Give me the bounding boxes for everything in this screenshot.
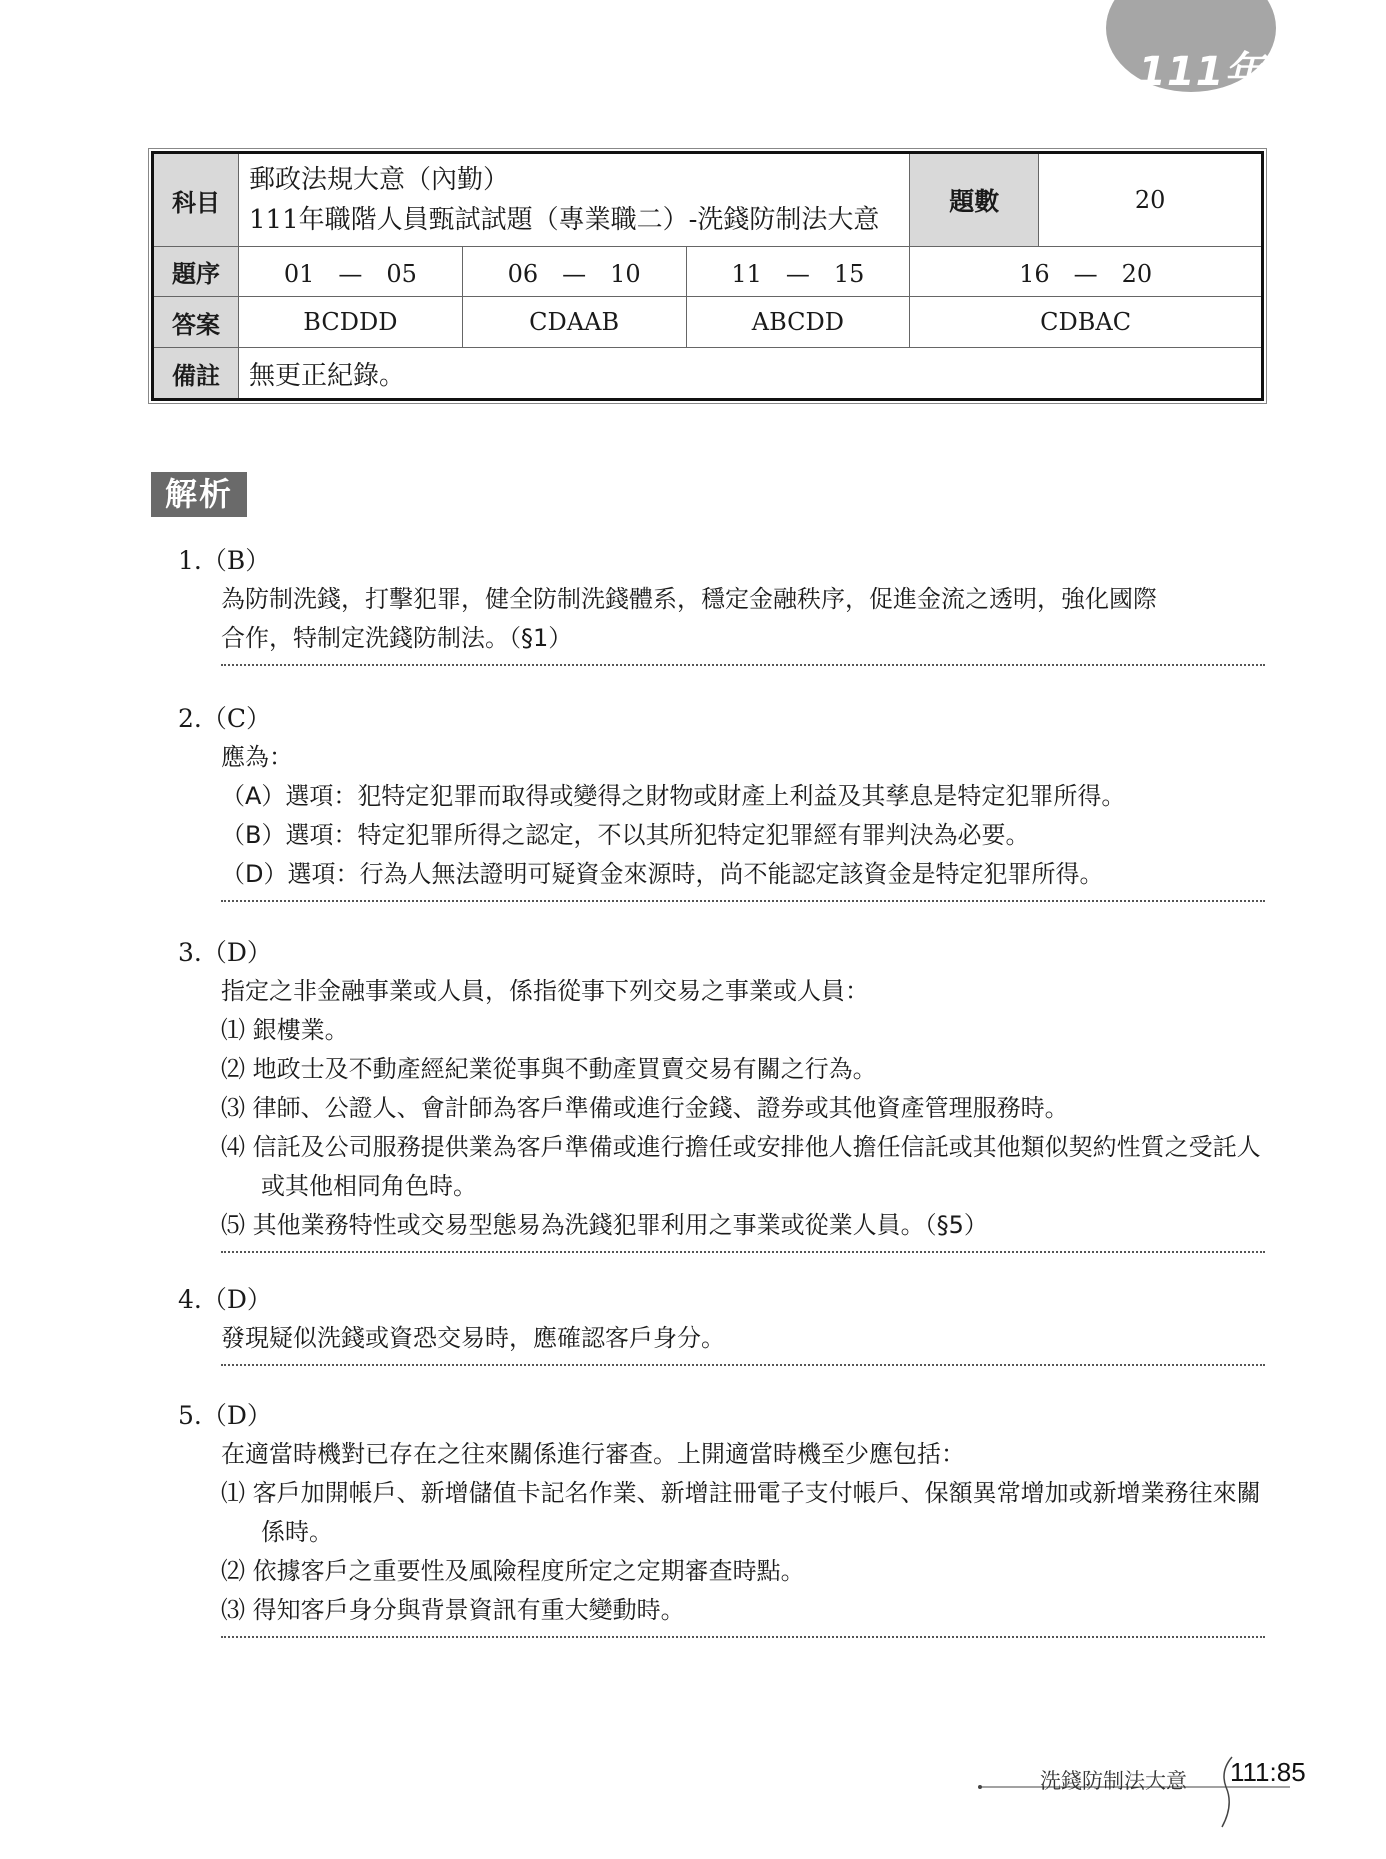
answer-header: 答案 bbox=[153, 297, 239, 348]
explanation-line: ⑵ 依據客戶之重要性及風險程度所定之定期審查時點。 bbox=[221, 1557, 805, 1585]
subject-cell bbox=[239, 153, 910, 247]
question-number: 4.（D） bbox=[178, 1285, 272, 1314]
question-block-4 bbox=[178, 1281, 1268, 1366]
question-explanation bbox=[221, 738, 1268, 894]
explanation-line: 指定之非金融事業或人員，係指從事下列交易之事業或人員： bbox=[221, 977, 869, 1005]
sequence-cell: 06 — 10 bbox=[462, 247, 686, 297]
answer-cell: CDAAB bbox=[462, 297, 686, 348]
note-row bbox=[153, 348, 1263, 400]
question-block-3 bbox=[178, 934, 1268, 1253]
explanation-line: （A）選項：犯特定犯罪而取得或變得之財物或財產上利益及其孳息是特定犯罪所得。 bbox=[221, 782, 1126, 810]
explanation-line: ⑵ 地政士及不動產經紀業從事與不動產買賣交易有關之行為。 bbox=[221, 1055, 877, 1083]
explanation-line: （D）選項：行為人無法證明可疑資金來源時，尚不能認定該資金是特定犯罪所得。 bbox=[221, 860, 1104, 888]
question-explanation bbox=[221, 972, 1268, 1245]
sequence-cell: 01 — 05 bbox=[239, 247, 463, 297]
subject-line-1: 郵政法規大意（內勤） bbox=[249, 165, 510, 195]
explanation-line: ⑶ 得知客戶身分與背景資訊有重大變動時。 bbox=[221, 1596, 685, 1624]
question-number: 3.（D） bbox=[178, 938, 272, 967]
explanation-line: ⑷ 信託及公司服務提供業為客戶準備或進行擔任或安排他人擔任信託或其他類似契約性質之受託人或其他相同角色時。 bbox=[221, 1133, 1261, 1200]
explanation-line: ⑴ 銀樓業。 bbox=[221, 1016, 349, 1044]
footer-page-number: 111:85 bbox=[1230, 1757, 1306, 1787]
answer-cell: ABCDD bbox=[686, 297, 910, 348]
analysis-heading: 解析 bbox=[151, 472, 247, 517]
footer-section-title: 洗錢防制法大意 bbox=[1040, 1769, 1187, 1793]
question-count-header: 題數 bbox=[910, 153, 1039, 247]
question-number: 1.（B） bbox=[178, 546, 271, 575]
explanation-line: ⑶ 律師、公證人、會計師為客戶準備或進行金錢、證券或其他資產管理服務時。 bbox=[221, 1094, 1069, 1122]
question-block-5 bbox=[178, 1397, 1268, 1638]
question-block-1 bbox=[178, 542, 1268, 666]
question-block-2 bbox=[178, 700, 1268, 902]
answer-cell: BCDDD bbox=[239, 297, 463, 348]
question-explanation bbox=[221, 1319, 1268, 1358]
explanation-line: ⑴ 客戶加開帳戶、新增儲值卡記名作業、新增註冊電子支付帳戶、保額異常增加或新增業務往來關係時。 bbox=[221, 1479, 1261, 1546]
dotted-divider bbox=[221, 658, 1265, 666]
dotted-divider bbox=[221, 1630, 1265, 1638]
sequence-header: 題序 bbox=[153, 247, 239, 297]
explanation-line: 合作，特制定洗錢防制法。（§1） bbox=[221, 624, 573, 652]
explanation-line: （B）選項：特定犯罪所得之認定，不以其所犯特定犯罪經有罪判決為必要。 bbox=[221, 821, 1030, 849]
answer-cell: CDBAC bbox=[910, 297, 1263, 348]
dotted-divider bbox=[221, 1245, 1265, 1253]
question-number: 2.（C） bbox=[178, 704, 271, 733]
question-number: 5.（D） bbox=[178, 1401, 272, 1430]
question-explanation bbox=[221, 580, 1268, 658]
dotted-divider bbox=[221, 1358, 1265, 1366]
subject-row bbox=[153, 153, 1263, 247]
subject-header: 科目 bbox=[153, 153, 239, 247]
note-header: 備註 bbox=[153, 348, 239, 400]
sequence-cell: 11 — 15 bbox=[686, 247, 910, 297]
explanation-line: 應為： bbox=[221, 743, 293, 771]
subject-line-2: 111年職階人員甄試試題（專業職二）-洗錢防制法大意 bbox=[249, 205, 880, 235]
explanation-line: ⑸ 其他業務特性或交易型態易為洗錢犯罪利用之事業或從業人員。（§5） bbox=[221, 1211, 988, 1239]
answer-row bbox=[153, 297, 1263, 348]
dotted-divider bbox=[221, 894, 1265, 902]
year-badge-text: 111年 bbox=[1138, 49, 1266, 95]
question-count-value: 20 bbox=[1039, 153, 1263, 247]
sequence-row bbox=[153, 247, 1263, 297]
explanation-line: 在適當時機對已存在之往來關係進行審查。上開適當時機至少應包括： bbox=[221, 1440, 965, 1468]
explanation-line: 為防制洗錢，打擊犯罪，健全防制洗錢體系，穩定金融秩序，促進金流之透明，強化國際 bbox=[221, 585, 1157, 613]
answer-table bbox=[151, 151, 1264, 401]
explanation-line: 發現疑似洗錢或資恐交易時，應確認客戶身分。 bbox=[221, 1324, 725, 1352]
question-explanation bbox=[221, 1435, 1268, 1630]
sequence-cell: 16 — 20 bbox=[910, 247, 1263, 297]
note-cell: 無更正紀錄。 bbox=[239, 348, 1263, 400]
